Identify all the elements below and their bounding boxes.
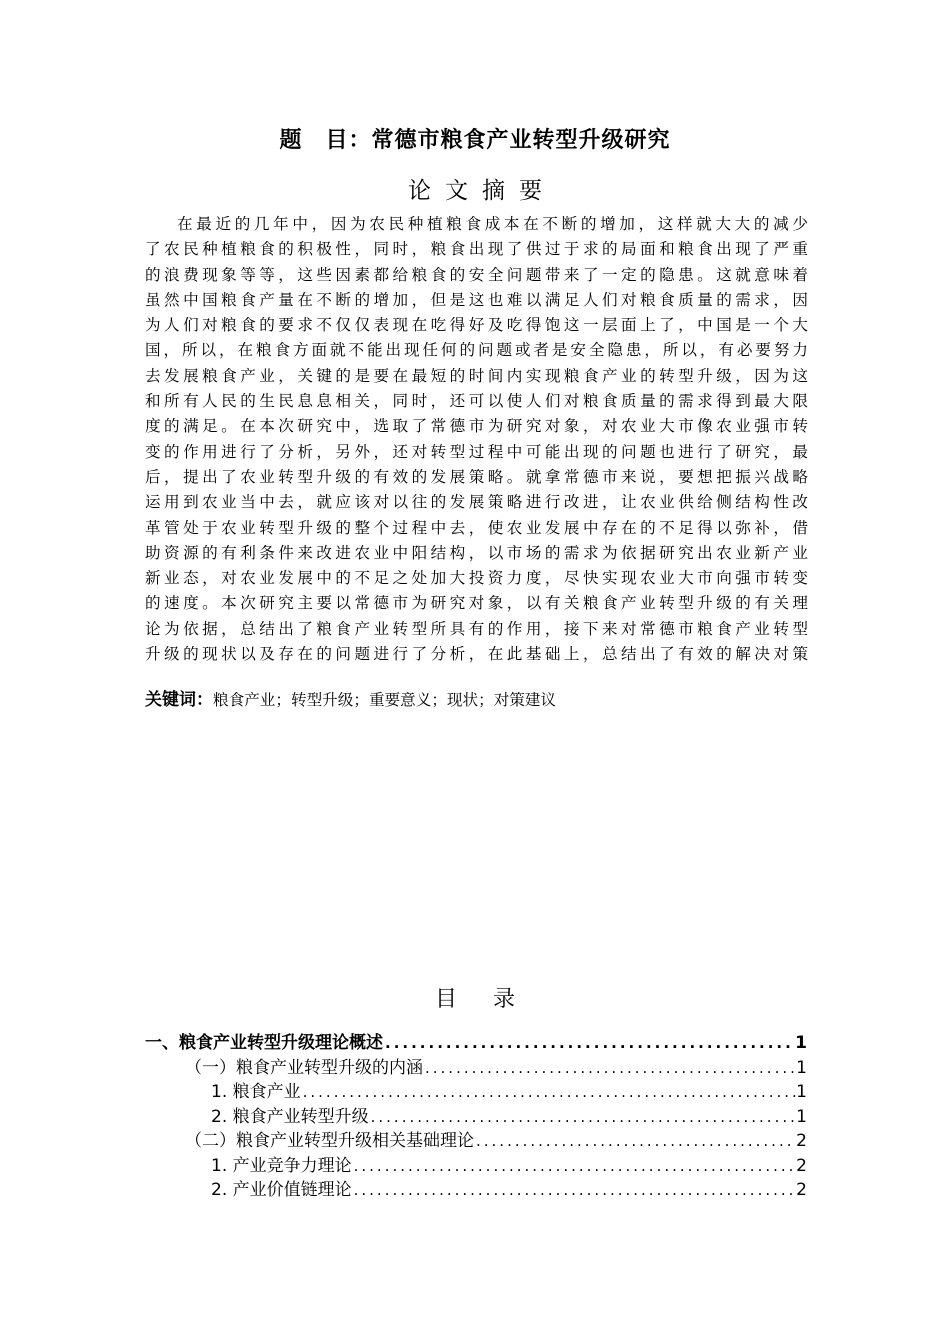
abstract-line: 国，所以，在粮食方面就不能出现任何的问题或者是安全隐患，所以，有必要努力: [145, 341, 808, 360]
toc-leader-dots: [383, 1034, 795, 1052]
toc-entry[interactable]: [145, 1077, 807, 1102]
toc-entry-page: 1: [796, 1057, 807, 1077]
abstract-line: 革管处于农业转型升级的整个过程中去，使农业发展中存在的不足得以弥补，借: [145, 518, 808, 537]
toc-entry-text: （一）粮食产业转型升级的内涵: [185, 1057, 423, 1077]
toc-entry[interactable]: [145, 1126, 807, 1151]
abstract-body: [145, 212, 808, 667]
toc-entry[interactable]: [145, 1151, 807, 1176]
abstract-line: 去发展粮食产业，关键的是要在最短的时间内实现粮食产业的转型升级，因为这: [145, 366, 808, 385]
table-of-contents: [145, 1028, 807, 1200]
keywords-label: 关键词：: [145, 690, 213, 710]
abstract-line: 新业态，对农业发展中的不足之处加大投资力度，尽快实现农业大市向强市转变: [145, 569, 808, 588]
toc-entry-page: 2: [796, 1131, 807, 1151]
abstract-line: 为人们对粮食的要求不仅仅表现在吃得好及吃得饱这一层面上了，中国是一个大: [145, 316, 808, 335]
toc-entry-text: 2. 粮食产业转型升级: [211, 1106, 369, 1126]
toc-leader-dots: [352, 1157, 797, 1175]
toc-entry[interactable]: [145, 1053, 807, 1078]
keywords-value: 粮食产业；转型升级；重要意义；现状；对策建议: [213, 691, 557, 709]
toc-entry-text: 1. 粮食产业: [211, 1082, 301, 1102]
abstract-line: 助资源的有利条件来改进农业中阳结构，以市场的需求为依据研究出农业新产业: [145, 543, 808, 562]
abstract-line: 的速度。本次研究主要以常德市为研究对象，以有关粮食产业转型升级的有关理: [145, 594, 808, 613]
toc-entry-page: 1: [796, 1106, 807, 1126]
toc-entry[interactable]: [145, 1175, 807, 1200]
toc-leader-dots: [301, 1083, 797, 1101]
abstract-heading: 论文摘要: [408, 178, 556, 204]
toc-entry[interactable]: [145, 1028, 807, 1053]
toc-leader-dots: [474, 1132, 796, 1150]
abstract-line: 后，提出了农业转型升级的有效的发展策略。就拿常德市来说，要想把振兴战略: [145, 467, 808, 486]
toc-entry-page: 2: [796, 1180, 807, 1200]
toc-entry-text: 2. 产业价值链理论: [211, 1180, 352, 1200]
toc-entry-text: 一、粮食产业转型升级理论概述: [145, 1033, 383, 1053]
toc-entry-text: 1. 产业竞争力理论: [211, 1155, 352, 1175]
abstract-line: 虽然中国粮食产量在不断的增加，但是这也难以满足人们对粮食质量的需求，因: [145, 290, 808, 309]
toc-leader-dots: [352, 1181, 797, 1199]
toc-entry-page: 2: [796, 1155, 807, 1175]
toc-entry-page: 1: [796, 1082, 807, 1102]
abstract-line: 在最近的几年中，因为农民种植粮食成本在不断的增加，这样就大大的减少: [177, 215, 808, 233]
toc-entry-page: 1: [795, 1033, 807, 1053]
page-title: 题 目：常德市粮食产业转型升级研究: [279, 128, 671, 153]
toc-entry-text: （二）粮食产业转型升级相关基础理论: [185, 1131, 474, 1151]
toc-leader-dots: [423, 1059, 796, 1077]
toc-heading: 目录: [434, 987, 551, 1012]
keywords: [145, 688, 556, 713]
abstract-line: 运用到农业当中去，就应该对以往的发展策略进行改进，让农业供给侧结构性改: [145, 493, 808, 512]
abstract-line: 变的作用进行了分析，另外，还对转型过程中可能出现的问题也进行了研究，最: [145, 442, 808, 461]
toc-leader-dots: [369, 1108, 797, 1126]
abstract-line: 度的满足。在本次研究中，选取了常德市为研究对象，对农业大市像农业强市转: [145, 417, 808, 436]
abstract-line: 和所有人民的生民息息相关，同时，还可以使人们对粮食质量的需求得到最大限: [145, 392, 808, 411]
abstract-line: 了农民种植粮食的积极性，同时，粮食出现了供过于求的局面和粮食出现了严重: [145, 240, 808, 259]
abstract-line: 论为依据，总结出了粮食产业转型所具有的作用，接下来对常德市粮食产业转型: [145, 619, 808, 638]
abstract-line: 的浪费现象等等，这些因素都给粮食的安全问题带来了一定的隐患。这就意味着: [145, 265, 808, 284]
toc-entry[interactable]: [145, 1102, 807, 1127]
abstract-line: 升级的现状以及存在的问题进行了分析，在此基础上，总结出了有效的解决对策: [145, 645, 808, 664]
